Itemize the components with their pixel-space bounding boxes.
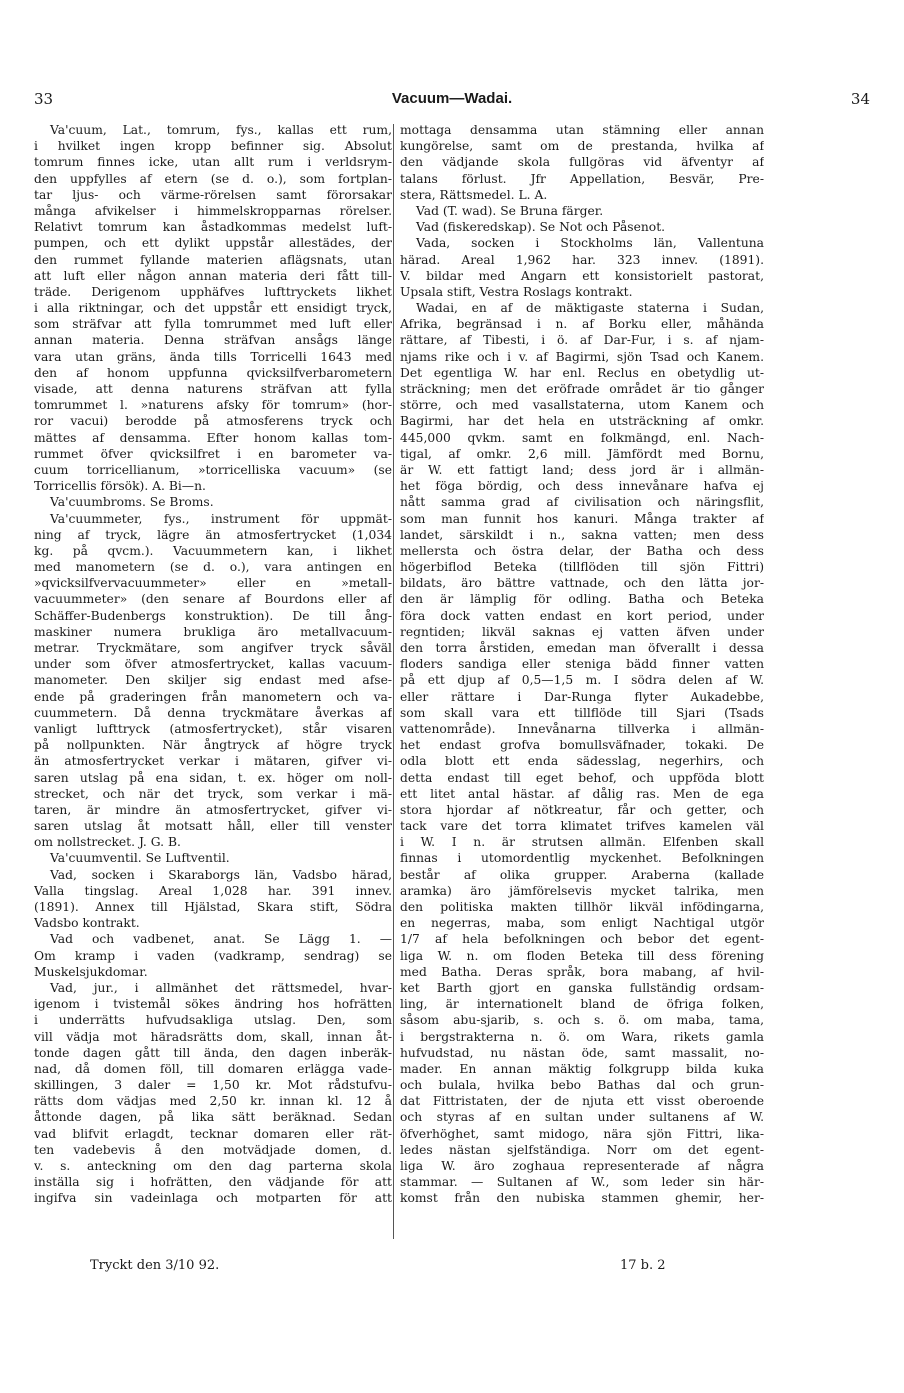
column-divider: [393, 124, 394, 1239]
text-line: rättare, af Tibesti, i ö. af Dar-Fur, i s. af njam-: [400, 333, 764, 348]
text-line: rätts dom vädjas med 2,50 kr. innan kl. 12 å: [34, 1094, 392, 1109]
text-line: 1/7 af hela befolkningen och bebor det egent-: [400, 932, 764, 947]
text-line: den af honom uppfunna qvicksilfverbarometern: [34, 365, 392, 380]
text-line: Det egentliga W. har enl. Reclus en obetydlig ut-: [400, 365, 764, 380]
text-line: under som öfver atmosfertrycket, kallas vacuum-: [34, 657, 392, 672]
page-title: Vacuum—Wadai.: [391, 90, 513, 107]
text-line: inställa sig i hofrätten, den vädjande för att: [34, 1175, 392, 1190]
signature-mark: 17 b. 2: [620, 1258, 666, 1273]
text-line: många afvikelser i himmelskropparnas rörelser.: [34, 203, 392, 218]
text-line: tomrummet l. »naturens afsky för tomrum» (hor-: [34, 398, 392, 413]
text-line: mottaga densamma utan stämning eller annan: [400, 123, 764, 137]
text-line: vanligt lufttryck (atmosfertrycket), står visaren: [34, 721, 392, 736]
text-line: kungörelse, samt om de prestanda, hvilka af: [400, 139, 764, 154]
text-line: cuum torricellianum, »torricelliska vacuum» (se: [34, 462, 392, 477]
text-line: Vad, jur., i allmänhet det rättsmedel, hvar-: [50, 980, 392, 995]
text-line: hufvudstad, nu nästan öde, samt massalit, no-: [400, 1045, 764, 1060]
text-line: taren, är mindre än atmosfertrycket, gifver vi-: [34, 802, 392, 817]
text-line: Relativt tomrum kan åstadkommas medelst luft-: [34, 220, 392, 235]
text-line: kg. på qvcm.). Vacuummetern kan, i likhet: [34, 543, 392, 558]
text-line: i W. I n. är strutsen allmän. Elfenben skall: [400, 835, 764, 850]
text-line: Va'cuummeter, fys., instrument för uppmät-: [50, 511, 392, 526]
text-line: ten vadebevis å den motvädjade domen, d.: [34, 1142, 392, 1157]
text-line: finnas i utomordentlig myckenhet. Befolkningen: [400, 851, 764, 866]
text-line: ingifva sin vadeinlaga och motparten för att: [34, 1191, 392, 1206]
text-line: nått samma grad af civilisation och näringsflit,: [400, 495, 764, 510]
text-line: dat Fittristaten, der de njuta ett visst oberoende: [400, 1094, 764, 1109]
text-line: öfverhöghet, samt midogo, nära sjön Fittri, lika-: [400, 1126, 764, 1141]
text-line: Upsala stift, Vestra Roslags kontrakt.: [400, 284, 633, 299]
text-line: tar ljus- och värme-rörelsen samt förorsakar: [34, 187, 392, 202]
text-line: Valla tingslag. Areal 1,028 har. 391 innev.: [34, 883, 392, 898]
text-line: eller rättare i Dar-Runga flyter Aukadebbe,: [400, 689, 764, 704]
text-line: bildats, äro bättre vattnade, och den lätta jor-: [400, 576, 764, 591]
text-line: talans förlust. Jfr Appellation, Besvär, Pre-: [400, 171, 764, 186]
text-line: träde. Derigenom upphäfves lufttryckets likhet: [34, 284, 392, 299]
text-line: Va'cuumbroms. Se Broms.: [50, 495, 214, 510]
text-line: och bulala, hvilka bebo Bathas dal och grun-: [400, 1078, 764, 1093]
text-line: pumpen, och ett dylikt uppstår allestädes, der: [34, 236, 392, 251]
text-line: mättes af densamma. Efter honom kallas tom-: [34, 430, 392, 445]
text-line: tack vare det torra klimatet trifves kamelen väl: [400, 819, 764, 834]
text-line: ledes nästan sjelfständiga. Norr om det egent-: [400, 1142, 764, 1157]
text-line: strecket, och när det tryck, som verkar i mä-: [34, 786, 392, 801]
text-line: Vad och vadbenet, anat. Se Lägg 1. —: [50, 932, 392, 947]
text-line: aramka) äro jämförelsevis mycket talrika, men: [400, 883, 764, 898]
running-header: [34, 90, 870, 112]
text-line: saren utslag åt motsatt håll, eller till venster: [34, 819, 392, 834]
text-line: större, och med vasallstaterna, utom Kanem och: [400, 398, 764, 413]
right-column: [400, 122, 764, 1207]
text-line: om nollstrecket. J. G. B.: [34, 835, 181, 850]
text-line: igenom i tvistemål sökes ändring hos hofrätten: [34, 997, 392, 1012]
text-line: Om kramp i vaden (vadkramp, sendrag) se: [34, 948, 392, 963]
text-line: ket Barth gjort en ganska fullständig ordsam-: [400, 980, 764, 995]
text-line: den är lämplig för odling. Batha och Beteka: [400, 592, 764, 607]
text-line: ende på graderingen från manometern och va-: [34, 689, 392, 704]
text-line: sträckning; men det eröfrade området är tio gånger: [400, 382, 764, 396]
text-line: Vad (T. wad). Se Bruna färger.: [416, 203, 604, 218]
text-line: liga W. äro zoghaua representerade af några: [400, 1159, 764, 1173]
text-line: Muskelsjukdomar.: [34, 964, 148, 979]
text-line: vacuummeter» (den senare af Bourdons eller af: [34, 592, 392, 607]
text-line: härad. Areal 1,962 har. 323 innev. (1891).: [400, 252, 764, 267]
text-line: floders sandiga eller steniga bädd finner vatten: [400, 657, 764, 672]
text-line: liga W. n. om floden Beteka till dess förening: [400, 948, 764, 963]
text-line: högerbiflod Beteka (tillflöden till sjön Fittri): [400, 560, 764, 575]
text-line: »qvicksilfvervacuummeter» eller en »metall-: [34, 576, 392, 591]
text-line: het föga bördig, och dess innevånare hafva ej: [400, 479, 764, 494]
text-line: vad blifvit erlagdt, tecknar domaren eller rät-: [34, 1126, 392, 1141]
text-line: vill vädja mot häradsrätts dom, skall, innan åt-: [34, 1029, 392, 1044]
text-line: den torra årstiden, emedan man öfverallt i dessa: [400, 641, 764, 655]
text-line: saren utslag på ena sidan, t. ex. höger om noll-: [34, 770, 392, 785]
text-line: med manometern (se d. o.), vara antingen en: [34, 560, 392, 575]
text-line: den vädjande skola fullgöras vid äfventyr af: [400, 155, 764, 170]
text-line: i bergstrakterna n. ö. om Wara, rikets gamla: [400, 1029, 764, 1044]
text-line: (1891). Annex till Hjälstad, Skara stift, Södra: [34, 900, 392, 914]
text-line: tigal, af omkr. 2,6 mill. Jämfördt med Bornu,: [400, 446, 764, 461]
text-line: stammar. — Sultanen af W., som leder sin här-: [400, 1175, 764, 1190]
text-line: cuummetern. Då denna tryckmätare åverkas af: [34, 705, 392, 720]
text-line: ling, är internationelt bland de öfriga folken,: [400, 997, 764, 1012]
text-line: vara utan gräns, ända tills Torricelli 1643 med: [34, 349, 392, 364]
text-line: i hvilket ingen kropp befinner sig. Absolut: [34, 139, 392, 154]
text-line: den politiska makten tillhör likväl infödingarna,: [400, 900, 764, 914]
text-line: föra dock vatten endast en kort period, under: [400, 608, 764, 623]
text-line: mellersta och östra delar, der Batha och dess: [400, 543, 764, 558]
text-line: annan materia. Denna sträfvan ansågs länge: [34, 333, 392, 348]
text-line: stora hjordar af nötkreatur, får och getter, och: [400, 802, 764, 817]
text-line: landet, särskildt i n., sakna vatten; men dess: [400, 527, 764, 542]
text-line: är W. ett fattigt land; dess jord är i allmän-: [400, 462, 764, 477]
text-line: mader. En annan mäktig folkgrupp bilda kuka: [400, 1061, 764, 1076]
text-line: ror vacui) berodde på atmosferens tryck och: [34, 414, 392, 429]
print-date: Tryckt den 3/10 92.: [90, 1258, 220, 1273]
text-line: den uppfylles af etern (se d. o.), som fortplan-: [34, 171, 392, 186]
text-line: Vad, socken i Skaraborgs län, Vadsbo härad,: [50, 867, 392, 882]
text-line: i underrätts hufvudsakliga utslag. Den, som: [34, 1013, 392, 1028]
text-line: på ett djup af 0,5—1,5 m. I södra delen af W.: [400, 673, 764, 688]
text-line: tonde dagen gått till ända, den dagen inberäk-: [34, 1045, 392, 1060]
text-line: Afrika, begränsad i n. af Borku eller, måhända: [400, 317, 764, 332]
text-line: komst från den nubiska stammen ghemir, her-: [400, 1191, 764, 1206]
text-line: ning af tryck, lägre än atmosfertrycket (1,034: [34, 527, 392, 542]
text-line: och styras af en sultan under sultanens af W.: [400, 1110, 764, 1125]
text-line: Schäffer-Budenbergs konstruktion). De till ång-: [34, 608, 392, 623]
text-line: vattenområde). Innevånarna tillverka i allmän-: [400, 721, 764, 736]
text-line: på nollpunkten. När ångtryck af högre tryck: [34, 738, 392, 753]
text-line: detta endast till eget behof, och uppföda blott: [400, 770, 764, 785]
page-number-left: 33: [34, 90, 54, 108]
text-line: i alla riktningar, och det uppstår ett ensidigt tryck,: [34, 301, 392, 316]
text-line: än atmosfertrycket verkar i mätaren, gifver vi-: [34, 754, 392, 769]
text-line: nad, då domen föll, till domaren erlägga vade-: [34, 1061, 392, 1076]
text-line: som sträfvar att fylla tomrummet med luft eller: [34, 317, 392, 332]
text-line: tomrum finnes icke, utan allt rum i verldsrym-: [34, 155, 392, 170]
text-line: såsom abu-sjarib, s. och s. ö. om maba, tama,: [400, 1013, 764, 1028]
text-line: med Batha. Deras språk, bora mabang, af hvil-: [400, 964, 764, 979]
text-line: består af olika grupper. Araberna (kallade: [400, 867, 764, 882]
text-line: den rummet fyllande materien aflägsnats, utan: [34, 252, 392, 267]
text-line: odla blott ett enda sädesslag, negerhirs, och: [400, 754, 764, 769]
text-line: 445,000 qvkm. samt en folkmängd, enl. Nach-: [400, 430, 764, 445]
text-line: het endast grofva bomullsväfnader, tokaki. De: [400, 738, 764, 753]
text-line: Torricellis försök). A. Bi—n.: [34, 479, 206, 494]
text-line: åttonde dagen, på lika sätt beräknad. Sedan: [34, 1110, 392, 1125]
text-line: v. s. anteckning om den dag parterna skola: [34, 1159, 392, 1173]
text-line: Va'cuum, Lat., tomrum, fys., kallas ett rum,: [50, 123, 392, 137]
text-line: som skall vara ett tillflöde till Sjari (Tsads: [400, 705, 764, 720]
left-column: [34, 122, 392, 1207]
text-line: regntiden; likväl saknas ej vatten äfven under: [400, 624, 764, 639]
text-line: stera, Rättsmedel. L. A.: [400, 187, 548, 202]
text-line: Bagirmi, har det hela en utsträckning af omkr.: [400, 414, 764, 429]
text-line: Wadai, en af de mäktigaste staterna i Sudan,: [416, 301, 764, 316]
text-line: maskiner numera brukliga äro metallvacuum-: [34, 624, 392, 639]
text-line: skillingen, 3 daler = 1,50 kr. Mot rådstufvu-: [34, 1078, 392, 1093]
text-line: Vadsbo kontrakt.: [34, 916, 140, 931]
text-line: att luft eller någon annan materia deri fått till-: [34, 268, 392, 283]
text-line: visade, att denna naturens sträfvan att fylla: [34, 382, 392, 396]
text-line: Vad (fiskeredskap). Se Not och Påsenot.: [416, 220, 666, 235]
text-line: som man funnit hos kanuri. Många trakter af: [400, 511, 764, 526]
text-line: metrar. Tryckmätare, som angifver tryck såväl: [34, 641, 392, 655]
text-line: en negerras, maba, som enligt Nachtigal utgör: [400, 916, 764, 931]
page-number-right: 34: [850, 90, 870, 108]
text-line: Va'cuumventil. Se Luftventil.: [50, 851, 230, 866]
text-line: manometer. Den skiljer sig endast med afse-: [34, 673, 392, 688]
text-line: V. bildar med Angarn ett konsistorielt pastorat,: [400, 268, 764, 283]
text-line: ett litet antal hästar. af dålig ras. Men de ega: [400, 786, 764, 801]
text-line: njams rike och i v. af Bagirmi, sjön Tsad och Kanem.: [400, 349, 764, 364]
text-line: Vada, socken i Stockholms län, Vallentuna: [416, 236, 764, 251]
text-line: rummet öfver qvicksilfret i en barometer va-: [34, 446, 392, 461]
